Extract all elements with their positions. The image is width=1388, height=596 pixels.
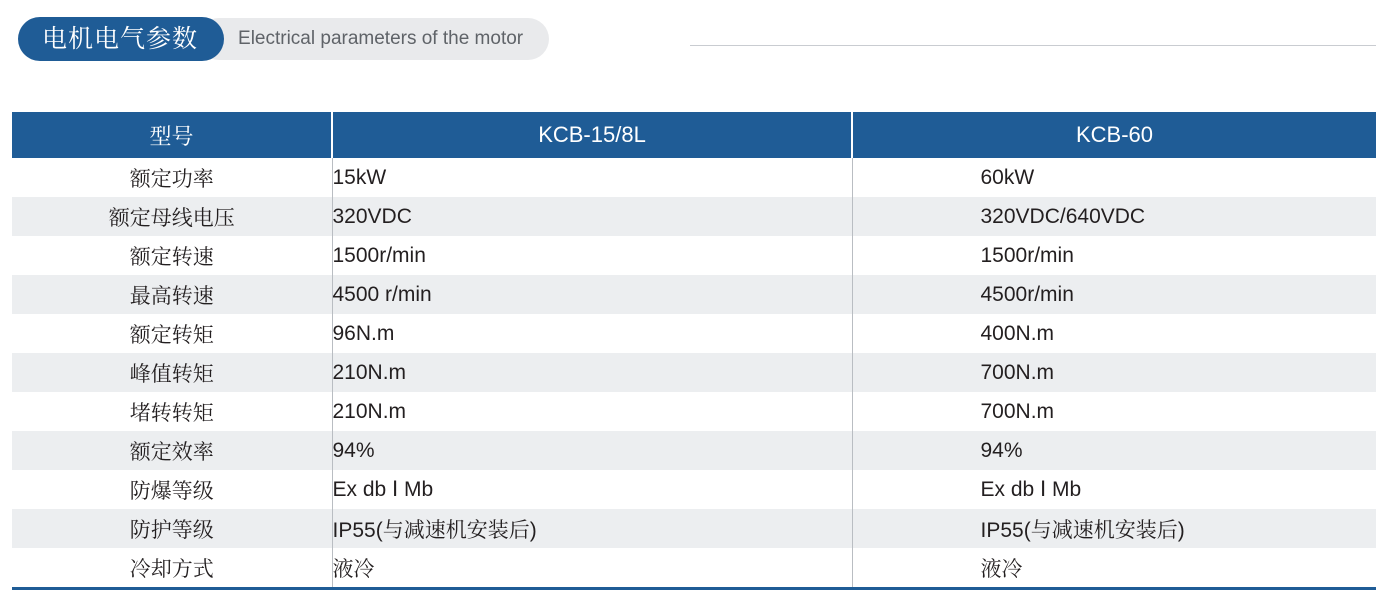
row-label: 额定转矩 [12,314,332,353]
table-row [12,509,1376,548]
row-label: 堵转转矩 [12,392,332,431]
row-value-kcb-60: IP55(与减速机安装后) [852,509,1376,548]
table-row [12,158,1376,197]
table-body [12,158,1376,587]
row-value-kcb-60: Ex db Ⅰ Mb [852,470,1376,509]
row-value-kcb-60: 4500r/min [852,275,1376,314]
section-title-english: Electrical parameters of the motor [198,18,549,60]
section-header [0,0,1388,78]
row-value-kcb-60: 液冷 [852,548,1376,587]
row-value-kcb-15-8l: 210N.m [332,353,852,392]
table-row [12,236,1376,275]
row-label: 冷却方式 [12,548,332,587]
row-value-kcb-60: 1500r/min [852,236,1376,275]
row-label: 防护等级 [12,509,332,548]
row-value-kcb-60: 700N.m [852,392,1376,431]
header-divider-line [690,45,1376,46]
row-value-kcb-15-8l: 1500r/min [332,236,852,275]
table-row [12,548,1376,587]
column-header-model: 型号 [12,112,332,158]
table-row [12,392,1376,431]
section-title-chinese: 电机电气参数 [18,17,224,61]
row-value-kcb-15-8l: 液冷 [332,548,852,587]
spec-table-container [12,112,1376,590]
row-value-kcb-15-8l: 96N.m [332,314,852,353]
row-label: 峰值转矩 [12,353,332,392]
table-row [12,431,1376,470]
row-value-kcb-15-8l: 15kW [332,158,852,197]
table-row [12,314,1376,353]
table-bottom-border [12,587,1376,590]
column-header-kcb-15-8l: KCB-15/8L [332,112,852,158]
row-value-kcb-15-8l: 320VDC [332,197,852,236]
row-value-kcb-15-8l: 210N.m [332,392,852,431]
row-label: 额定效率 [12,431,332,470]
row-label: 最高转速 [12,275,332,314]
column-header-kcb-60: KCB-60 [852,112,1376,158]
row-value-kcb-60: 60kW [852,158,1376,197]
row-label: 额定功率 [12,158,332,197]
header-pill-group [18,17,549,61]
table-row [12,470,1376,509]
row-value-kcb-60: 700N.m [852,353,1376,392]
row-label: 额定转速 [12,236,332,275]
row-value-kcb-60: 400N.m [852,314,1376,353]
row-value-kcb-60: 94% [852,431,1376,470]
row-value-kcb-15-8l: Ex db Ⅰ Mb [332,470,852,509]
row-label: 额定母线电压 [12,197,332,236]
table-row [12,353,1376,392]
row-value-kcb-15-8l: 4500 r/min [332,275,852,314]
table-header-row [12,112,1376,158]
table-header [12,112,1376,158]
table-row [12,275,1376,314]
row-label: 防爆等级 [12,470,332,509]
row-value-kcb-15-8l: 94% [332,431,852,470]
row-value-kcb-60: 320VDC/640VDC [852,197,1376,236]
motor-spec-table [12,112,1376,587]
row-value-kcb-15-8l: IP55(与减速机安装后) [332,509,852,548]
table-row [12,197,1376,236]
